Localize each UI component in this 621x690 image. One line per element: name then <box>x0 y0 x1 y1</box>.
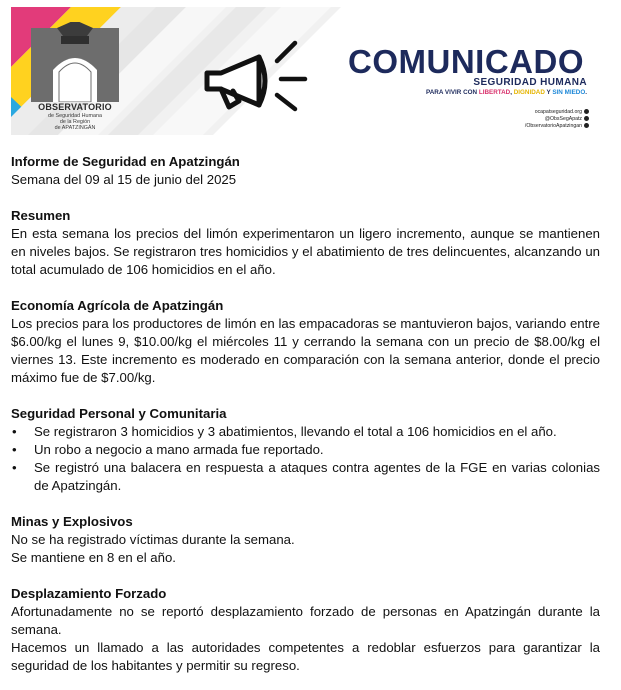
section-heading-minas: Minas y Explosivos <box>11 514 133 529</box>
tagline-sep: Y <box>544 89 553 96</box>
seguridad-humana-subheading: SEGURIDAD HUMANA <box>473 77 587 88</box>
section-text-minas-1: No se ha registrado víctimas durante la semana. <box>11 532 295 547</box>
header-banner <box>11 7 599 135</box>
list-item <box>11 441 600 459</box>
report-title: Informe de Seguridad en Apatzingán <box>11 154 240 169</box>
section-text-economia: Los precios para los productores de limón en las empacadoras se mantuvieron bajos, variando entre $6.00/kg el lunes 9, $10.00/kg el miércoles 11 y cerrando la semana con un precio de $8.00/kg el viernes 13. Este incremento es moderado en comparación con la semana anterior, donde el precio máximo fue de $7.00/kg. <box>11 316 600 385</box>
bullet: • <box>12 424 17 439</box>
list-item <box>11 423 600 441</box>
seguridad-list <box>11 423 600 495</box>
spacer <box>11 387 600 405</box>
x-handle-link[interactable] <box>525 116 589 123</box>
logo-title: OBSERVATORIO <box>38 102 112 112</box>
section-heading-seguridad: Seguridad Personal y Comunitaria <box>11 406 227 421</box>
website-link[interactable] <box>525 109 589 116</box>
report-week: Semana del 09 al 15 de junio del 2025 <box>11 172 237 187</box>
section-heading-desplazamiento: Desplazamiento Forzado <box>11 586 167 601</box>
section-text-desplazamiento-1: Afortunadamente no se reportó desplazamiento forzado de personas en Apatzingán durante la semana. <box>11 604 600 637</box>
spacer <box>11 495 600 513</box>
section-heading-economia: Economía Agrícola de Apatzingán <box>11 298 224 313</box>
spacer <box>11 189 600 207</box>
section-text-desplazamiento-2: Hacemos un llamado a las autoridades competentes a redoblar esfuerzos para garantizar la seguridad de los habitantes y permitir su regreso. <box>11 640 600 673</box>
tagline-prefix: PARA VIVIR CON <box>426 89 479 96</box>
bullet: • <box>12 442 17 457</box>
spacer <box>11 279 600 297</box>
observatorio-logo <box>17 22 133 131</box>
facebook-link[interactable] <box>525 123 589 130</box>
comunicado-heading: COMUNICADO <box>348 43 584 80</box>
tagline-libertad: LIBERTAD <box>478 89 511 96</box>
section-text-resumen: En esta semana los precios del limón experimentaron un ligero incremento, aunque se mantienen en niveles bajos. Se registraron tres homicidios y el abatimiento de tres delincuentes, alcanzando un total acumulado de 106 homicidios en el año. <box>11 226 600 277</box>
shield-arch-logo-icon <box>17 22 133 102</box>
tagline <box>426 89 587 96</box>
megaphone-icon <box>199 35 309 117</box>
logo-subtitle-line: de la Región <box>59 119 91 125</box>
facebook-text: /ObservatorioApatzingan <box>524 123 582 129</box>
social-links <box>525 109 589 130</box>
tagline-sep: , <box>510 89 514 96</box>
section-heading-resumen: Resumen <box>11 208 71 223</box>
tagline-dignidad: DIGNIDAD <box>513 89 545 96</box>
tagline-sin-miedo: SIN MIEDO <box>552 89 586 96</box>
list-item-text: Se registró una balacera en respuesta a ataques contra agentes de la FGE en varias colonias de Apatzingán. <box>34 460 600 493</box>
logo-subtitle-line: de Seguridad Humana <box>48 113 102 119</box>
spacer <box>11 567 600 585</box>
facebook-icon <box>584 123 589 128</box>
section-text-minas-2: Se mantiene en 8 en el año. <box>11 550 176 565</box>
tagline-suffix: . <box>585 89 587 96</box>
logo-subtitle-line: de APATZINGÁN <box>54 125 96 131</box>
bullet: • <box>12 460 17 475</box>
list-item <box>11 459 600 495</box>
list-item-text: Un robo a negocio a mano armada fue reportado. <box>34 442 324 457</box>
x-handle-text: @ObsSegApatz <box>544 116 582 122</box>
website-text: ocapatseguridad.org <box>534 109 582 115</box>
x-icon <box>584 116 589 121</box>
list-item-text: Se registraron 3 homicidios y 3 abatimientos, llevando el total a 106 homicidios en el año. <box>34 424 557 439</box>
globe-icon <box>584 109 589 114</box>
report-body <box>11 153 600 675</box>
